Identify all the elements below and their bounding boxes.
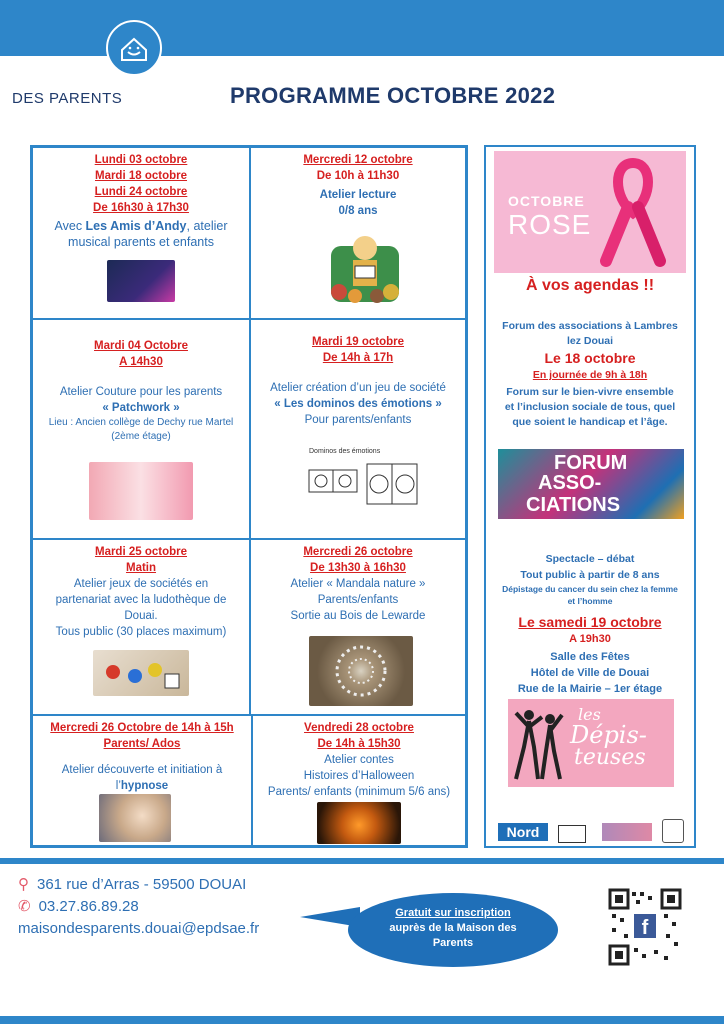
show-date: Le samedi 19 octobre: [518, 614, 662, 630]
logo-subtitle: DES PARENTS: [12, 90, 123, 107]
event-time: A 14h30: [119, 356, 163, 368]
event-desc: Atelier découverte et initiation à: [61, 764, 223, 776]
forum-desc-line: Forum sur le bien-vivre ensemble: [506, 386, 674, 398]
forum-desc: [486, 385, 694, 430]
footer-band: [0, 858, 724, 864]
event-desc: musical parents et enfants: [68, 235, 214, 249]
andy-image: [107, 260, 175, 302]
logo: [8, 12, 158, 112]
event-desc: Douai.: [124, 610, 158, 622]
event-date: Lundi 03 octobre: [94, 154, 188, 166]
octobre-rose-banner: [494, 151, 686, 273]
bubble-line: auprès de la Maison des: [389, 922, 517, 934]
desc-bold: Les Amis d’Andy: [85, 219, 187, 233]
location-pin-icon: ⚲: [18, 876, 29, 893]
forum-date: Le 18 octobre: [544, 350, 636, 366]
agenda-heading: À vos agendas !!: [525, 277, 655, 294]
douai-logo: [558, 825, 586, 843]
event-cell-mandala: [250, 539, 466, 715]
nord-logo: Nord: [498, 823, 548, 841]
bubble-line: Gratuit sur inscription: [395, 907, 511, 919]
desc-text: l’: [115, 780, 121, 792]
halloween-image: [317, 802, 401, 844]
event-date: Mardi 18 octobre: [94, 170, 188, 182]
event-title: Atelier contes: [324, 754, 394, 766]
event-date: Mercredi 12 octobre: [303, 154, 413, 166]
forum-desc-line: et l’inclusion sociale de tous, quel: [504, 401, 676, 413]
event-desc: partenariat avec la ludothèque de: [55, 594, 227, 606]
phone-text: 03.27.86.89.28: [38, 898, 139, 915]
show-time: A 19h30: [569, 633, 611, 645]
show-line: et l’homme: [567, 596, 613, 606]
event-title: Atelier « Mandala nature »: [290, 578, 426, 590]
show-place-line: Hôtel de Ville de Douai: [530, 667, 650, 679]
board-game-image: [93, 650, 189, 696]
qr-code[interactable]: [608, 888, 682, 966]
show-line: Tout public à partir de 8 ans: [520, 569, 660, 581]
event-cell-jeux: [32, 539, 250, 715]
address-text: 361 rue d’Arras - 59500 DOUAI: [37, 876, 247, 893]
header: [0, 0, 724, 117]
event-desc: Atelier création d’un jeu de société: [270, 382, 446, 394]
event-date: Lundi 24 octobre: [94, 186, 188, 198]
forum-title: [486, 319, 694, 349]
event-desc: Atelier jeux de sociétés en: [73, 578, 209, 590]
event-date: Mardi 04 Octobre: [94, 340, 188, 352]
email[interactable]: maisondesparents.douai@epdsae.fr: [18, 920, 260, 937]
event-desc: Tous public (30 places maximum): [55, 626, 227, 638]
event-cell-andy: [32, 147, 250, 319]
rose-label: ROSE: [508, 209, 592, 240]
event-date: Mardi 25 octobre: [94, 546, 188, 558]
show-place-line: Rue de la Mairie – 1er étage: [517, 683, 663, 695]
poster-text: Dépis-: [570, 721, 647, 749]
poster-text: les: [578, 705, 601, 724]
event-desc: Parents/ enfants (minimum 5/6 ans): [267, 786, 451, 798]
reading-illustration: [325, 226, 405, 310]
poster-text: teuses: [574, 745, 646, 770]
mandala-image: [309, 636, 413, 706]
forum-desc-line: que soient le handicap et l’âge.: [512, 416, 668, 428]
event-desc: Histoires d’Halloween: [303, 770, 415, 782]
event-age: 0/8 ans: [338, 205, 378, 217]
side-column: [484, 145, 696, 848]
event-audience: Parents/ Ados: [103, 738, 181, 750]
svg-text:f: f: [641, 917, 649, 939]
desc-text: Avec: [54, 219, 86, 233]
desc-bold: hypnose: [120, 780, 169, 792]
program-grid: [30, 145, 468, 848]
rose-label: OCTOBRE: [508, 193, 585, 209]
forum-banner-text: CIATIONS: [526, 494, 621, 516]
event-time: De 14h à 15h30: [317, 738, 401, 750]
event-date: Mercredi 26 octobre: [303, 546, 413, 558]
plateforme-logo: [602, 823, 652, 841]
event-desc: [33, 218, 249, 234]
forum-time: En journée de 9h à 18h: [532, 369, 648, 381]
page-title: PROGRAMME OCTOBRE 2022: [230, 83, 556, 108]
event-date: Mercredi 26 Octobre de 14h à 15h: [50, 722, 234, 734]
show-line: Dépistage du cancer du sein chez la femme: [502, 584, 678, 594]
pink-ribbon-icon: [598, 157, 668, 269]
desc-text: , atelier: [186, 219, 228, 233]
event-time: De 16h30 à 17h30: [93, 202, 189, 214]
forum-title-line: Forum des associations à Lambres: [502, 320, 678, 332]
show-place: [486, 649, 694, 697]
event-time: De 13h30 à 16h30: [310, 562, 406, 574]
forum-banner-text: FORUM: [554, 452, 628, 474]
forum-banner-text: ASSO-: [538, 472, 602, 494]
event-time: Matin: [125, 562, 157, 574]
bottom-band: [0, 1016, 724, 1024]
dominos-image: [307, 462, 419, 510]
event-title: Atelier lecture: [319, 189, 397, 201]
forum-banner: [498, 449, 684, 519]
event-desc: Parents/enfants: [317, 594, 399, 606]
event-cell-dominos: [250, 319, 466, 539]
event-cell-hypnose: [32, 715, 252, 846]
event-desc: Sortie au Bois de Lewarde: [290, 610, 426, 622]
event-date: Mardi 19 octobre: [311, 336, 405, 348]
event-cell-halloween: [252, 715, 466, 846]
event-date: Vendredi 28 octobre: [304, 722, 414, 734]
hypnose-image: [99, 794, 171, 842]
event-location: Lieu : Ancien collège de Dechy rue Martel: [48, 417, 234, 428]
dancers-icon: [514, 707, 564, 783]
ruche-logo: [662, 819, 684, 843]
event-cell-lecture: [250, 147, 466, 319]
address: [18, 875, 246, 893]
event-desc: Atelier Couture pour les parents: [59, 386, 223, 398]
show-info: [486, 551, 694, 607]
event-desc: Pour parents/enfants: [304, 414, 412, 426]
sewing-image: [89, 462, 193, 520]
show-place-line: Salle des Fêtes: [550, 651, 630, 663]
forum-title-line: lez Douai: [566, 335, 614, 347]
show-line: Spectacle – débat: [545, 553, 635, 565]
event-cell-couture: [32, 319, 250, 539]
bubble-line: Parents: [432, 937, 474, 949]
registration-bubble: [348, 893, 558, 967]
event-desc: [33, 778, 251, 794]
depisteuses-poster: [508, 699, 674, 787]
event-title: « Les dominos des émotions »: [274, 398, 442, 410]
event-location: (2ème étage): [111, 431, 171, 442]
dominos-caption: Dominos des émotions: [309, 448, 381, 455]
event-time: De 14h à 17h: [322, 352, 394, 364]
event-title: « Patchwork »: [102, 402, 180, 414]
phone-icon: ✆: [18, 898, 31, 915]
event-time: De 10h à 11h30: [316, 170, 400, 182]
logo-script: Maison: [14, 54, 118, 87]
phone: [18, 897, 139, 915]
